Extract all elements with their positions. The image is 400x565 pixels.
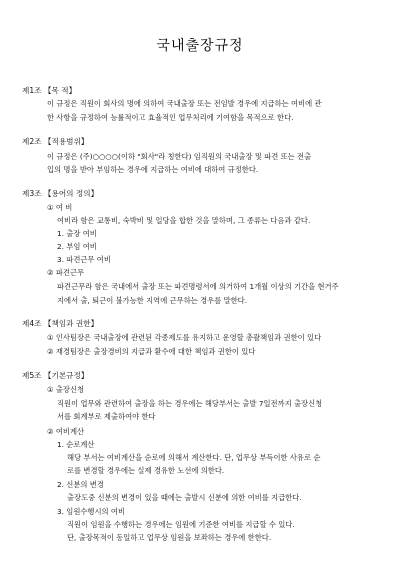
article-3-item-2-label: ② 파견근무 — [47, 268, 85, 277]
article-3-item-1-label: ① 여 비 — [47, 203, 73, 212]
article-4-heading: 제4조 【책임과 권한】 — [22, 319, 99, 328]
article-5-sub-1-label: 1. 순로계산 — [57, 440, 95, 449]
article-5-sub-1-line-2: 로를 변경할 경우에는 실제 경유한 노선에 의한다. — [67, 466, 225, 475]
article-5-sub-2-line-1: 출장도중 신분의 변경이 있을 때에는 출발시 신분에 의한 여비를 지급한다. — [67, 493, 302, 502]
article-5-item-1-line-1: 직원이 업무와 관련하여 출장을 하는 경우에는 해당부서는 출발 7일전까지 출장신청 — [57, 399, 323, 408]
article-5-sub-3-label: 3. 임원수행시의 여비 — [57, 507, 125, 516]
article-3-heading: 제3조 【용어의 정의】 — [22, 189, 99, 198]
article-4-line-1: ① 인사팀장은 국내출장에 관련된 각종제도를 유지하고 운영할 총괄책임과 권한이 있다 — [47, 333, 322, 342]
article-3-item-2-line-2: 지에서 출, 퇴근이 불가능한 지역에 근무하는 경우를 말한다. — [57, 296, 248, 305]
article-5-sub-2-label: 2. 신분의 변경 — [57, 480, 104, 489]
article-5-sub-3-line-2: 단, 출장목적이 동일하고 업무상 임원을 보좌하는 경우에 한한다. — [67, 533, 272, 542]
article-2-heading: 제2조 【적용범위】 — [22, 137, 89, 146]
article-5-item-1-label: ① 출장신청 — [47, 385, 85, 394]
article-3-item-1-line-1: 여비라 함은 교통비, 숙박비 및 일당을 합한 것을 말하며, 그 종류는 다음과 같다. — [57, 216, 311, 225]
article-5-sub-1-line-1: 해당 부서는 여비계산을 순로에 의해서 계산한다. 단, 업무상 부득이한 사유로 순 — [67, 453, 321, 462]
article-3-item-2-line-1: 파견근무라 함은 국내에서 출장 또는 파견명령서에 의거하여 1개월 이상의 기간을 현거주 — [57, 282, 339, 291]
article-2-line-1: 이 규정은 (주)○○○○(이하 "회사"라 칭한다) 임직원의 국내출장 및 파견 또는 전출 — [47, 152, 312, 161]
document-title: 국내출장규정 — [156, 38, 244, 54]
article-5-item-1-line-2: 서를 회계부로 제출하여야 한다 — [57, 412, 156, 421]
article-1-line-1: 이 규정은 직원이 회사의 명에 의하여 국내출장 또는 전임발 경우에 지급하는 여비에 관 — [47, 99, 322, 108]
article-5-heading: 제5조 【기본규정】 — [22, 371, 89, 380]
article-3-subitem-3: 3. 파견근무 여비 — [57, 255, 111, 264]
article-1-heading: 제1조 【목 적】 — [22, 86, 77, 95]
article-5-sub-3-line-1: 직원이 임원을 수행하는 경우에는 임원에 기준한 여비를 지급할 수 있다. — [67, 520, 295, 529]
article-3-subitem-2: 2. 부임 여비 — [57, 242, 97, 251]
article-4-line-2: ② 재경팀장은 출장경비의 지급과 환수에 대한 책임과 권한이 있다 — [47, 347, 256, 356]
article-2-line-2: 입의 명을 받아 부임하는 경우에 지급하는 여비에 대하여 규정한다. — [47, 165, 259, 174]
article-5-item-2-label: ② 여비계산 — [47, 427, 85, 436]
article-1-line-2: 한 사항을 규정하여 능률적이고 효율적인 업무처리에 기여함을 목적으로 한다. — [47, 113, 294, 122]
article-3-subitem-1: 1. 출장 여비 — [57, 229, 97, 238]
